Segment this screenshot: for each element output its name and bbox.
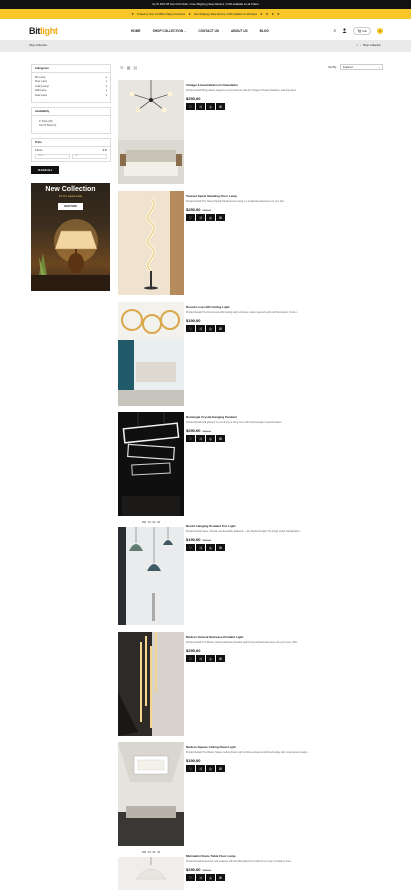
compare-icon[interactable]: ⤨ <box>196 874 205 881</box>
compare-icon[interactable]: ⤨ <box>196 655 205 662</box>
logo-text-2: light <box>40 26 58 36</box>
price-max-label: $ To <box>102 149 107 152</box>
category-label: Bar Lamp <box>35 75 46 79</box>
wishlist-icon[interactable]: ♡ <box>186 435 195 442</box>
product-actions <box>186 765 381 772</box>
category-label: Ceiling Lamp <box>35 84 49 88</box>
product-info <box>186 854 381 881</box>
star-icon: ★ <box>188 12 191 16</box>
category-label: Floor Lamp <box>35 80 48 83</box>
product-title[interactable]: Modern Square Ceiling Panel Light <box>186 745 236 749</box>
wishlist-icon[interactable]: ♡ <box>186 325 195 332</box>
price-current: $190.00 <box>186 318 201 323</box>
product-description: Product Details Add glamour to your dining or living room with this Rectangle Crystal Pendant... <box>186 422 283 424</box>
price-to-input[interactable]: To <box>72 154 107 159</box>
view-switcher <box>120 65 137 70</box>
nav-about[interactable]: ABOUT US <box>231 29 248 33</box>
price-filter <box>31 138 111 162</box>
product-card[interactable] <box>118 742 383 846</box>
product-card[interactable] <box>118 412 383 516</box>
sort-control <box>328 64 383 70</box>
categories-filter <box>31 64 111 103</box>
chevron-down-icon: ⌄ <box>184 30 187 33</box>
promo-title: New Collection <box>45 186 96 193</box>
page-title: Shop Collection <box>29 44 48 47</box>
add-to-cart-icon[interactable]: ⊞ <box>216 435 225 442</box>
compare-icon[interactable]: ⤨ <box>196 103 205 110</box>
product-title[interactable]: Twisted Spiral Standing Floor Lamp <box>186 194 237 198</box>
product-card[interactable] <box>118 191 383 295</box>
product-description: Product Details The Modern Vertical Staircase Pendant Light brings architectural beauty into your home. With... <box>186 642 299 644</box>
price-min-label: 0 From <box>35 149 43 152</box>
category-label: Wall Lamp <box>35 89 47 92</box>
wishlist-icon[interactable]: ♡ <box>186 103 195 110</box>
chevron-down-icon: ▾ <box>105 93 107 97</box>
quick-view-icon[interactable]: ◎ <box>206 435 215 442</box>
star-icon: ★ <box>131 12 134 16</box>
product-price <box>186 648 381 653</box>
product-price <box>186 758 381 763</box>
compare-icon[interactable]: ⤨ <box>196 765 205 772</box>
sort-label: Sort By: <box>328 65 337 69</box>
lamp-image <box>31 183 110 291</box>
add-to-cart-icon[interactable]: ⊞ <box>216 765 225 772</box>
availability-heading: Availability <box>32 108 110 116</box>
product-price <box>186 96 381 101</box>
product-title[interactable]: Nordic Hanging Pendant Trio Light <box>186 524 236 528</box>
nav-shop-label: SHOP COLLECTION <box>152 29 184 33</box>
logo-text-1: Bit <box>29 26 41 36</box>
product-image[interactable] <box>118 851 184 890</box>
promo-subtitle: For The Lasted Looks <box>58 195 83 198</box>
product-actions <box>186 544 381 551</box>
add-to-cart-icon[interactable]: ⊞ <box>216 544 225 551</box>
cart-icon <box>357 29 361 33</box>
wishlist-icon[interactable]: ♡ <box>186 874 195 881</box>
availability-filter <box>31 107 111 134</box>
wishlist-icon[interactable]: ♡ <box>186 655 195 662</box>
compare-icon[interactable]: ⤨ <box>196 214 205 221</box>
announcement-bar <box>0 0 411 9</box>
product-image[interactable] <box>118 412 184 516</box>
products-toolbar <box>118 64 383 72</box>
cart-button[interactable] <box>353 27 371 35</box>
product-price <box>186 318 381 323</box>
product-title[interactable]: Modern Vertical Staircase Pendant Light <box>186 635 244 639</box>
product-card[interactable] <box>118 80 383 184</box>
product-title[interactable]: Minimalist Dome Table Floor Lamp <box>186 854 236 858</box>
star-icon: ★ <box>265 12 269 16</box>
product-card[interactable] <box>118 302 383 406</box>
add-to-cart-icon[interactable]: ⊞ <box>216 325 225 332</box>
product-price <box>186 867 381 872</box>
quick-view-icon[interactable]: ◎ <box>206 103 215 110</box>
price-current: $290.00 <box>186 428 201 433</box>
logo[interactable] <box>29 26 58 36</box>
countdown-timer: 202 : 19 : 04 : 32 <box>118 521 184 527</box>
breadcrumb-bar <box>0 40 411 52</box>
product-actions <box>186 655 381 662</box>
product-image[interactable] <box>118 191 184 295</box>
product-info <box>186 745 381 772</box>
sort-select[interactable] <box>340 64 383 70</box>
chevron-down-icon: ▾ <box>105 84 107 88</box>
wishlist-icon[interactable]: ♡ <box>186 544 195 551</box>
price-current: $190.00 <box>186 758 201 763</box>
star-icon: ★ <box>271 12 275 16</box>
announcement-text: Up To 20% Off Your First Order • Free Shipping | Easy Returns | COD Available on all Orders <box>152 3 259 6</box>
product-actions <box>186 435 381 442</box>
price-from-input[interactable]: From <box>35 154 70 159</box>
quick-view-icon[interactable]: ◎ <box>206 214 215 221</box>
product-title[interactable]: Vintage 6-Head Bedroom Chandelier <box>186 83 238 87</box>
price-current: $190.00 <box>186 537 201 542</box>
quick-view-icon[interactable]: ◎ <box>206 325 215 332</box>
compare-icon[interactable]: ⤨ <box>196 544 205 551</box>
quick-view-icon[interactable]: ◎ <box>206 655 215 662</box>
main-nav <box>131 29 269 33</box>
product-actions <box>186 325 381 332</box>
home-icon[interactable]: ⌂ <box>356 44 358 47</box>
promo-banner[interactable] <box>31 183 110 291</box>
price-current: $290.00 <box>186 867 201 872</box>
clear-all-button[interactable]: CLEAR ALL <box>31 166 59 174</box>
price-current: $250.00 <box>186 96 201 101</box>
product-description: Product Details The Twisted Spiral Standing Floor Lamp is a sculptural masterpiece for your hob... <box>186 201 286 203</box>
categories-heading: Categories <box>32 65 110 73</box>
product-actions <box>186 214 381 221</box>
product-image[interactable] <box>118 302 184 406</box>
product-price <box>186 428 381 433</box>
compact-view-icon[interactable]: ▤ <box>133 65 138 70</box>
product-price <box>186 537 381 542</box>
countdown-timer: 202 : 19 : 04 : 32 <box>118 851 184 857</box>
product-info <box>186 83 381 110</box>
product-info <box>186 194 381 221</box>
product-image[interactable] <box>118 742 184 846</box>
compare-icon[interactable]: ⤨ <box>196 325 205 332</box>
nav-blog[interactable]: BLOG <box>259 29 269 33</box>
product-description: Product Details The Round Loop LED Ceiling Light combines modern geometry with soft illumination. Perfect... <box>186 312 299 314</box>
category-item-desk-lamp[interactable] <box>32 93 110 98</box>
list-view-icon[interactable]: ☰ <box>120 65 124 70</box>
quick-view-icon[interactable]: ◎ <box>206 765 215 772</box>
product-title[interactable]: Rectangle Crystal Hanging Pendant <box>186 415 237 419</box>
add-to-cart-icon[interactable]: ⊞ <box>216 214 225 221</box>
product-info <box>186 635 381 662</box>
product-actions <box>186 874 381 881</box>
nav-contact[interactable]: CONTACT US <box>198 29 220 33</box>
product-info <box>186 524 381 551</box>
product-image[interactable] <box>118 632 184 736</box>
nav-home[interactable]: HOME <box>131 29 141 33</box>
wishlist-icon[interactable]: ♡ <box>186 214 195 221</box>
chevron-down-icon: ▾ <box>105 75 107 79</box>
product-card[interactable] <box>118 521 383 625</box>
marquee-text-2: Free Shipping | Easy Returns | COD Available on all Orders <box>193 12 257 16</box>
product-info <box>186 305 381 332</box>
add-to-cart-icon[interactable]: ⊞ <box>216 874 225 881</box>
availability-out-of-stock[interactable]: Out Of Stock (0) <box>39 123 57 127</box>
price-range-labels <box>32 147 110 154</box>
search-icon[interactable]: ⌕ <box>333 28 337 34</box>
quick-view-icon[interactable]: ◎ <box>206 874 215 881</box>
product-card[interactable] <box>118 632 383 736</box>
availability-in-stock[interactable]: In Stock (30) <box>39 119 53 123</box>
product-card[interactable] <box>118 851 383 890</box>
product-description: Product Details The Modern Square Ceiling Panel Light combines advanced LED technology with contemporary design... <box>186 752 310 754</box>
wishlist-icon[interactable]: ♡ <box>186 765 195 772</box>
shop-now-button[interactable]: SHOP NOW <box>58 203 83 210</box>
price-old: $350.00 <box>202 430 212 433</box>
quick-view-icon[interactable]: ◎ <box>206 544 215 551</box>
star-icon: ★ <box>259 12 263 16</box>
filter-sidebar <box>31 64 111 174</box>
price-current: $290.00 <box>186 648 201 653</box>
product-description: Product Details Bring classic elegance to your bedroom with this Vintage 6-Head Chandelier, featuring warm... <box>186 90 298 92</box>
cart-count-badge: 0 <box>377 28 383 34</box>
category-label: Desk Lamp <box>35 93 48 97</box>
header-icons <box>333 27 383 35</box>
chevron-down-icon: ▾ <box>105 80 107 83</box>
chevron-down-icon: ▾ <box>105 89 107 92</box>
price-old: $350.00 <box>202 869 212 872</box>
price-inputs <box>32 154 110 162</box>
product-actions <box>186 103 381 110</box>
chevron-down-icon: ⌄ <box>377 65 380 69</box>
product-image[interactable] <box>118 521 184 625</box>
nav-shop-collection[interactable] <box>153 29 187 33</box>
add-to-cart-icon[interactable]: ⊞ <box>216 103 225 110</box>
product-title[interactable]: Round Loop LED Ceiling Light <box>186 305 230 309</box>
cart-label: Cart <box>362 29 367 33</box>
product-info <box>186 415 381 442</box>
add-to-cart-icon[interactable]: ⊞ <box>216 655 225 662</box>
product-price <box>186 207 381 212</box>
marquee-text-1: Trusted by Over 1.5 Million Happy Customers <box>136 12 186 16</box>
price-old: $300.00 <box>202 209 212 212</box>
compare-icon[interactable]: ⤨ <box>196 435 205 442</box>
price-old: $250.00 <box>202 539 212 542</box>
product-image[interactable] <box>118 80 184 184</box>
breadcrumb-current: Shop Collection <box>362 44 381 47</box>
marquee-strip <box>0 9 411 19</box>
price-current: $250.00 <box>186 207 201 212</box>
breadcrumb-separator: › <box>359 44 361 47</box>
product-description: Product Details Sleek, minimal, and beautifully balanced — this Nordic Pendant Trio brings stylish sophistication... <box>186 531 302 533</box>
product-description: Product Details Experience soft elegance with this Minimalist Dome Table Floor Lamp. Its balance lines... <box>186 861 293 863</box>
breadcrumb <box>356 44 381 47</box>
sort-value: Featured <box>343 65 353 69</box>
price-heading: Price <box>32 139 110 147</box>
grid-view-icon[interactable]: ▦ <box>126 65 131 70</box>
user-icon[interactable] <box>342 28 347 35</box>
star-icon: ★ <box>277 12 280 16</box>
